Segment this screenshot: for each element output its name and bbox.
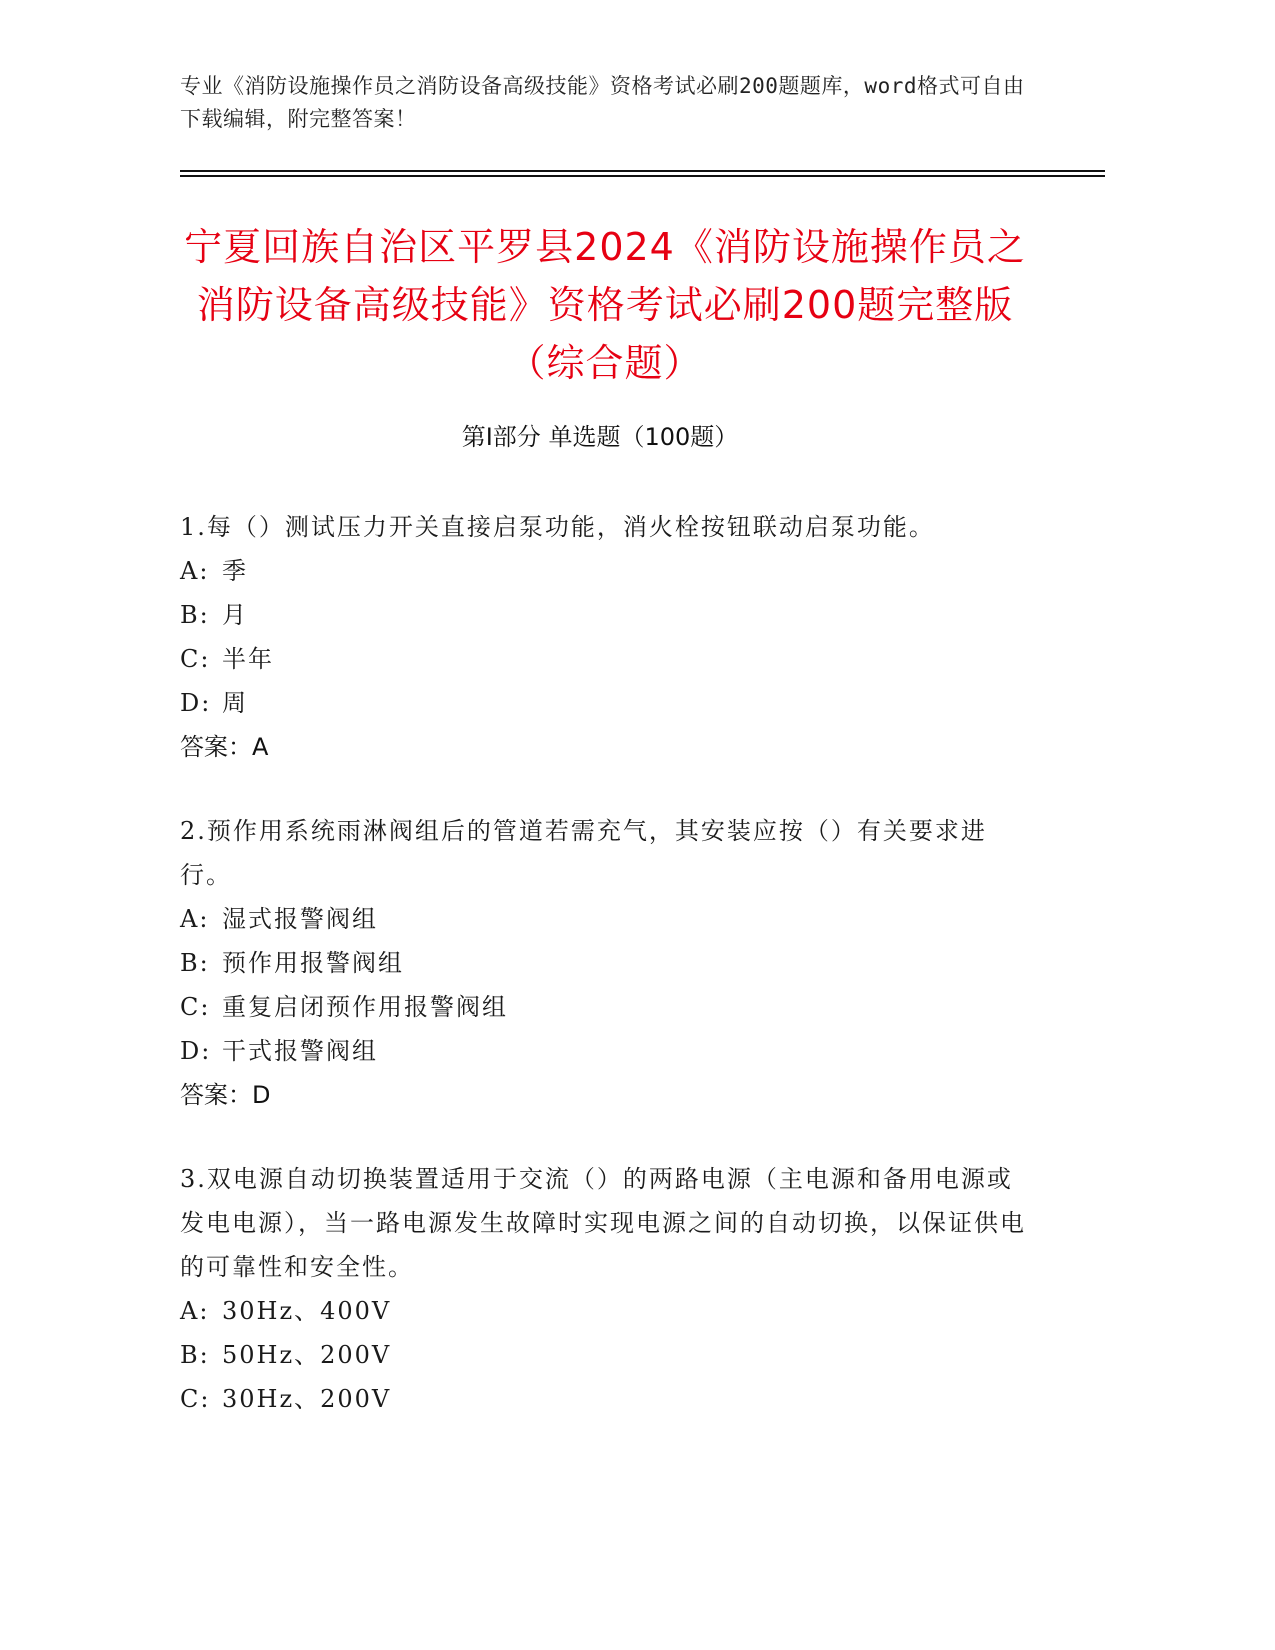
option-key: B: xyxy=(180,949,210,977)
option-text: 预作用报警阀组 xyxy=(222,949,404,977)
question-list xyxy=(180,505,1030,1461)
option-b xyxy=(180,1333,1030,1377)
option-text: 30Hz、400V xyxy=(222,1297,392,1325)
question-1 xyxy=(180,505,1030,769)
option-text: 周 xyxy=(222,689,248,717)
option-a xyxy=(180,897,1030,941)
option-key: C: xyxy=(180,993,211,1021)
question-3 xyxy=(180,1157,1030,1421)
question-stem: 2.预作用系统雨淋阀组后的管道若需充气，其安装应按（）有关要求进行。 xyxy=(180,817,987,889)
document-title: 宁夏回族自治区平罗县2024《消防设施操作员之消防设备高级技能》资格考试必刷200题完整版（综合题） xyxy=(184,225,1026,385)
option-text: 月 xyxy=(222,601,248,629)
option-key: A: xyxy=(180,1297,210,1325)
option-text: 季 xyxy=(222,557,248,585)
option-key: C: xyxy=(180,1385,211,1413)
option-key: B: xyxy=(180,601,210,629)
option-b xyxy=(180,593,1030,637)
header-note: 专业《消防设施操作员之消防设备高级技能》资格考试必刷200题题库，word格式可自由下载编辑，附完整答案！ xyxy=(180,74,1025,131)
option-c xyxy=(180,1377,1030,1421)
question-2 xyxy=(180,809,1030,1117)
option-key: A: xyxy=(180,557,210,585)
option-d xyxy=(180,1029,1030,1073)
option-key: D: xyxy=(180,1037,212,1065)
option-text: 50Hz、200V xyxy=(222,1341,392,1369)
section-title: 第I部分 单选题（100题） xyxy=(461,423,739,451)
answer: 答案：A xyxy=(180,733,269,761)
option-c xyxy=(180,637,1030,681)
answer: 答案：D xyxy=(180,1081,271,1109)
question-stem: 3.双电源自动切换装置适用于交流（）的两路电源（主电源和备用电源或发电电源），当一路电源发生故障时实现电源之间的自动切换，以保证供电的可靠性和安全性。 xyxy=(180,1165,1026,1281)
option-key: D: xyxy=(180,689,212,717)
option-text: 30Hz、200V xyxy=(222,1385,392,1413)
option-key: C: xyxy=(180,645,211,673)
option-key: B: xyxy=(180,1341,210,1369)
option-text: 半年 xyxy=(222,645,274,673)
option-text: 湿式报警阀组 xyxy=(222,905,378,933)
option-b xyxy=(180,941,1030,985)
question-stem: 1.每（）测试压力开关直接启泵功能，消火栓按钮联动启泵功能。 xyxy=(180,513,935,541)
option-text: 干式报警阀组 xyxy=(222,1037,378,1065)
option-key: A: xyxy=(180,905,210,933)
option-a xyxy=(180,1289,1030,1333)
option-d xyxy=(180,681,1030,725)
header-divider-bottom xyxy=(180,175,1105,177)
option-text: 重复启闭预作用报警阀组 xyxy=(222,993,508,1021)
option-c xyxy=(180,985,1030,1029)
option-a xyxy=(180,549,1030,593)
header-divider-top xyxy=(180,170,1105,172)
